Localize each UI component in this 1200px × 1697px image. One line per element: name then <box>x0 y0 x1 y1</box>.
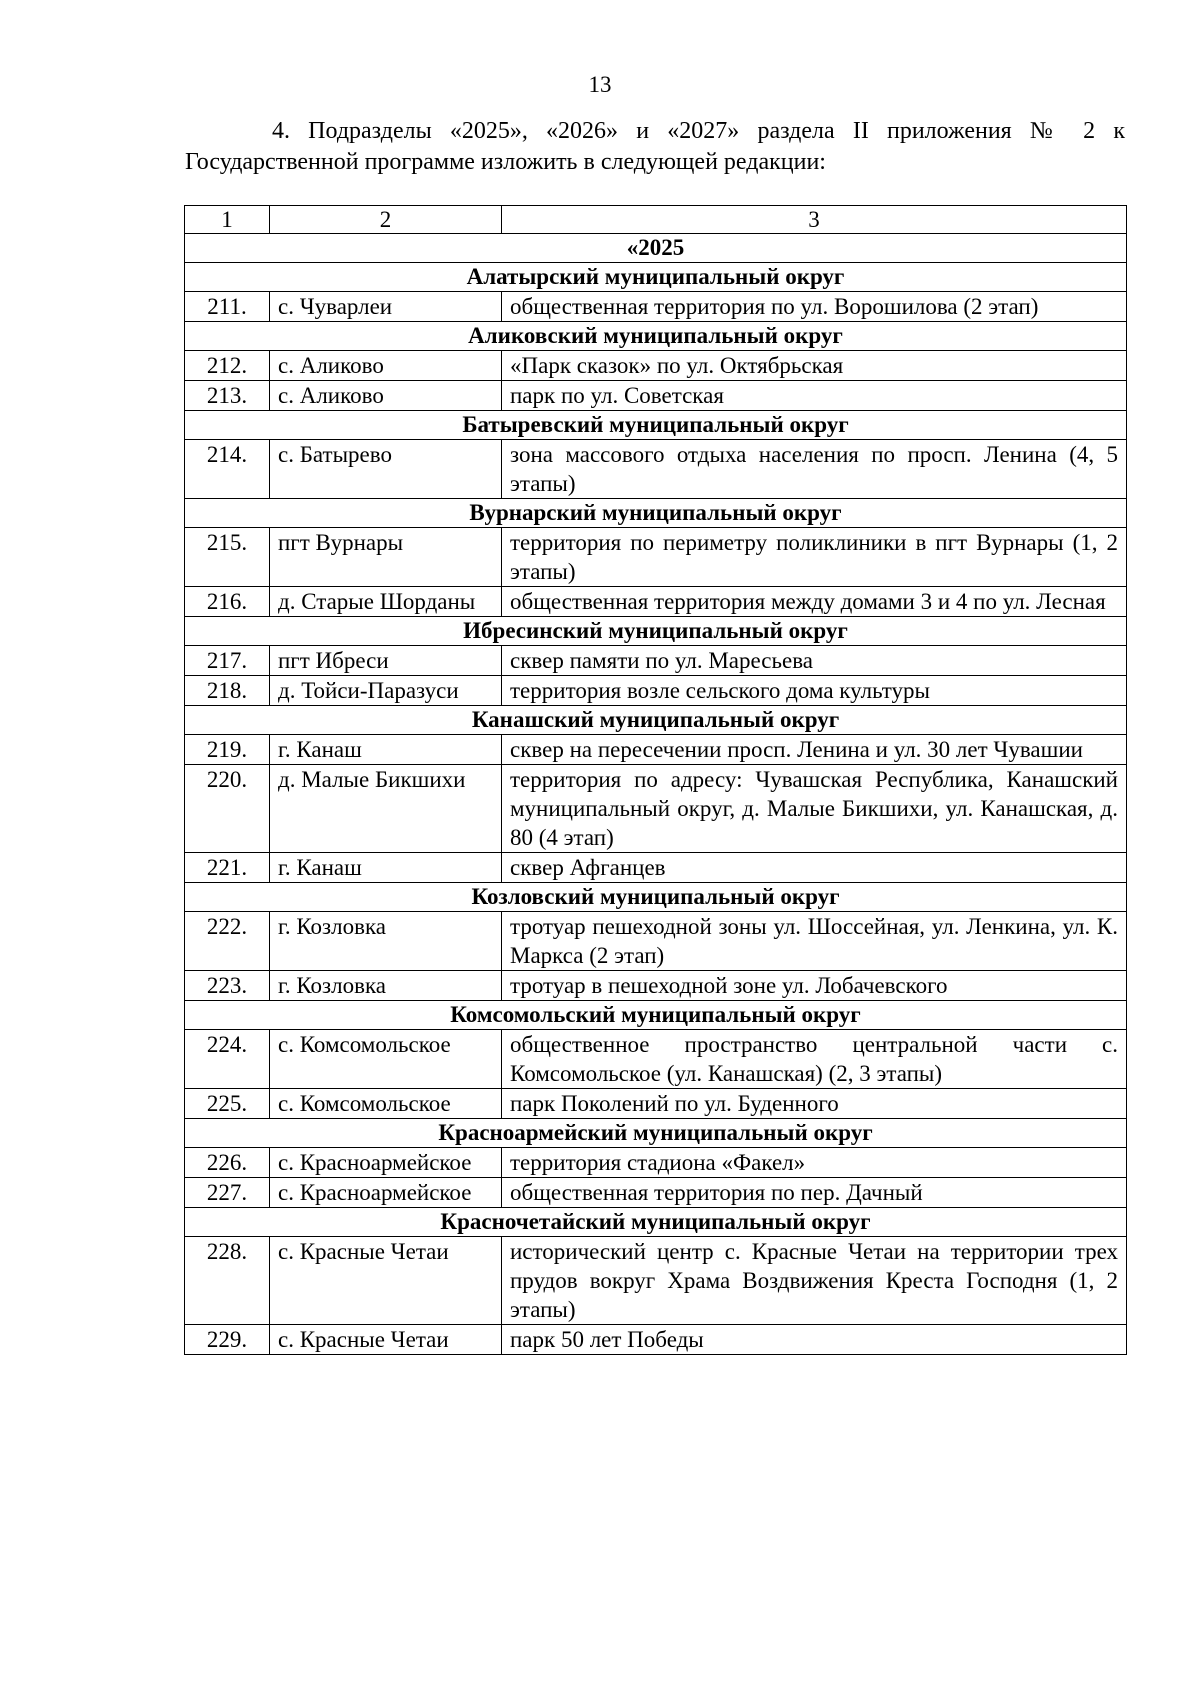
table-row <box>185 735 1127 765</box>
district-heading: Красночетайский муниципальный округ <box>185 1208 1127 1237</box>
row-number: 225. <box>185 1089 270 1119</box>
row-number: 211. <box>185 292 270 322</box>
settlement-cell: д. Тойси-Паразуси <box>270 676 502 706</box>
year-heading: «2025 <box>185 234 1127 263</box>
table-row <box>185 1178 1127 1208</box>
object-cell: сквер Афганцев <box>502 853 1127 883</box>
intro-paragraph: 4. Подразделы «2025», «2026» и «2027» раздела II приложения № 2 к Государственной программе изложить в следующей редакции: <box>185 118 1125 175</box>
district-heading: Комсомольский муниципальный округ <box>185 1001 1127 1030</box>
district-heading: Ибресинский муниципальный округ <box>185 617 1127 646</box>
district-row <box>185 883 1127 912</box>
objects-table <box>184 205 1127 1355</box>
row-number: 217. <box>185 646 270 676</box>
column-header-3: 3 <box>502 206 1127 234</box>
object-cell: общественная территория по пер. Дачный <box>502 1178 1127 1208</box>
table-row <box>185 971 1127 1001</box>
object-cell: сквер на пересечении просп. Ленина и ул. 30 лет Чувашии <box>502 735 1127 765</box>
settlement-cell: д. Малые Бикшихи <box>270 765 502 853</box>
object-cell: «Парк сказок» по ул. Октябрьская <box>502 351 1127 381</box>
row-number: 213. <box>185 381 270 411</box>
column-header-1: 1 <box>185 206 270 234</box>
settlement-cell: с. Аликово <box>270 351 502 381</box>
settlement-cell: с. Красные Четаи <box>270 1237 502 1325</box>
settlement-cell: г. Козловка <box>270 971 502 1001</box>
district-heading: Козловский муниципальный округ <box>185 883 1127 912</box>
district-row <box>185 411 1127 440</box>
district-heading: Красноармейский муниципальный округ <box>185 1119 1127 1148</box>
object-cell: тротуар в пешеходной зоне ул. Лобачевского <box>502 971 1127 1001</box>
district-heading: Канашский муниципальный округ <box>185 706 1127 735</box>
settlement-cell: с. Чуварлеи <box>270 292 502 322</box>
district-heading: Вурнарский муниципальный округ <box>185 499 1127 528</box>
object-cell: тротуар пешеходной зоны ул. Шоссейная, ул. Ленкина, ул. К. Маркса (2 этап) <box>502 912 1127 971</box>
object-cell: территория по адресу: Чувашская Республика, Канашский муниципальный округ, д. Малые Бикшихи, ул. Канашская, д. 80 (4 этап) <box>502 765 1127 853</box>
settlement-cell: с. Красноармейское <box>270 1148 502 1178</box>
row-number: 212. <box>185 351 270 381</box>
object-cell: парк Поколений по ул. Буденного <box>502 1089 1127 1119</box>
table-row <box>185 528 1127 587</box>
object-cell: территория возле сельского дома культуры <box>502 676 1127 706</box>
table-row <box>185 292 1127 322</box>
table-row <box>185 1030 1127 1089</box>
object-cell: общественная территория по ул. Ворошилова (2 этап) <box>502 292 1127 322</box>
row-number: 227. <box>185 1178 270 1208</box>
row-number: 216. <box>185 587 270 617</box>
row-number: 220. <box>185 765 270 853</box>
settlement-cell: с. Красные Четаи <box>270 1325 502 1355</box>
table-row <box>185 912 1127 971</box>
settlement-cell: пгт Вурнары <box>270 528 502 587</box>
object-cell: исторический центр с. Красные Четаи на территории трех прудов вокруг Храма Воздвижения Креста Господня (1, 2 этапы) <box>502 1237 1127 1325</box>
table-row <box>185 381 1127 411</box>
district-row <box>185 322 1127 351</box>
settlement-cell: г. Канаш <box>270 853 502 883</box>
district-heading: Батыревский муниципальный округ <box>185 411 1127 440</box>
settlement-cell: д. Старые Шорданы <box>270 587 502 617</box>
table-row <box>185 587 1127 617</box>
object-cell: парк по ул. Советская <box>502 381 1127 411</box>
table-row <box>185 853 1127 883</box>
page-number: 13 <box>588 72 612 97</box>
column-header-row <box>185 206 1127 234</box>
table-row <box>185 1148 1127 1178</box>
table-row <box>185 1237 1127 1325</box>
row-number: 222. <box>185 912 270 971</box>
settlement-cell: с. Батырево <box>270 440 502 499</box>
row-number: 226. <box>185 1148 270 1178</box>
column-header-2: 2 <box>270 206 502 234</box>
district-row <box>185 1001 1127 1030</box>
settlement-cell: с. Комсомольское <box>270 1030 502 1089</box>
object-cell: общественная территория между домами 3 и 4 по ул. Лесная <box>502 587 1127 617</box>
row-number: 219. <box>185 735 270 765</box>
row-number: 214. <box>185 440 270 499</box>
object-cell: зона массового отдыха населения по просп. Ленина (4, 5 этапы) <box>502 440 1127 499</box>
district-row <box>185 1208 1127 1237</box>
year-row <box>185 234 1127 263</box>
district-row <box>185 263 1127 292</box>
row-number: 229. <box>185 1325 270 1355</box>
table-row <box>185 646 1127 676</box>
district-row <box>185 1119 1127 1148</box>
table-row <box>185 765 1127 853</box>
table-row <box>185 1325 1127 1355</box>
settlement-cell: пгт Ибреси <box>270 646 502 676</box>
table-row <box>185 1089 1127 1119</box>
table-row <box>185 676 1127 706</box>
row-number: 228. <box>185 1237 270 1325</box>
settlement-cell: г. Канаш <box>270 735 502 765</box>
district-row <box>185 499 1127 528</box>
object-cell: территория по периметру поликлиники в пгт Вурнары (1, 2 этапы) <box>502 528 1127 587</box>
object-cell: общественное пространство центральной части с. Комсомольское (ул. Канашская) (2, 3 этапы) <box>502 1030 1127 1089</box>
settlement-cell: с. Красноармейское <box>270 1178 502 1208</box>
settlement-cell: с. Комсомольское <box>270 1089 502 1119</box>
row-number: 218. <box>185 676 270 706</box>
row-number: 215. <box>185 528 270 587</box>
settlement-cell: с. Аликово <box>270 381 502 411</box>
row-number: 221. <box>185 853 270 883</box>
table-row <box>185 351 1127 381</box>
settlement-cell: г. Козловка <box>270 912 502 971</box>
district-row <box>185 617 1127 646</box>
row-number: 223. <box>185 971 270 1001</box>
district-heading: Алатырский муниципальный округ <box>185 263 1127 292</box>
table-row <box>185 440 1127 499</box>
object-cell: сквер памяти по ул. Маресьева <box>502 646 1127 676</box>
row-number: 224. <box>185 1030 270 1089</box>
object-cell: парк 50 лет Победы <box>502 1325 1127 1355</box>
object-cell: территория стадиона «Факел» <box>502 1148 1127 1178</box>
district-heading: Аликовский муниципальный округ <box>185 322 1127 351</box>
district-row <box>185 706 1127 735</box>
